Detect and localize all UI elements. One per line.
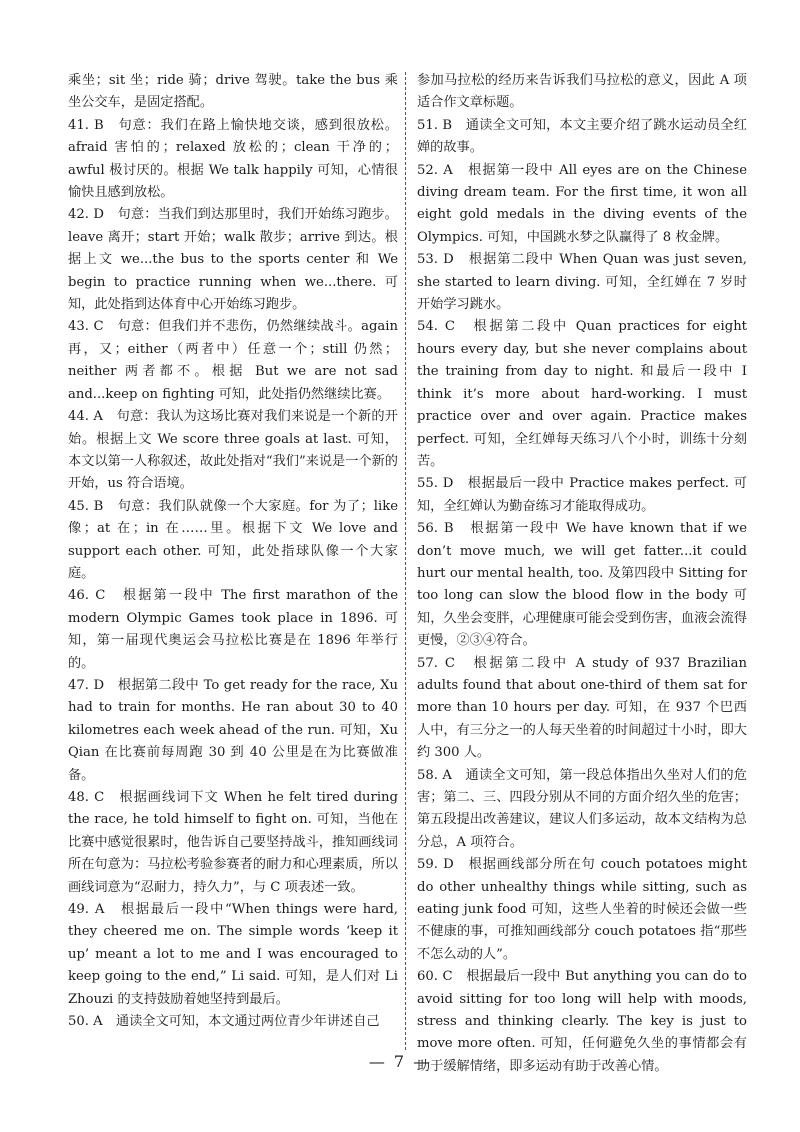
answer-item: 44. A 句意：我认为这场比赛对我们来说是一个新的开始。根据上文 We score three goals at last. 可知，本文以第一人称叙述，故此处指对“我们”来说是一个新的开始，us 符合语境。 <box>68 409 398 492</box>
answer-item: 49. A 根据最后一段中“When things were hard, they cheered me on. The simple words ‘keep it up’ meant a lot to me and I was encouraged to keep going to the end,” Li said. 可知，是人们对 Li Zhouzi 的支持鼓励着她坚持到最后。 <box>68 902 403 1007</box>
answer-item: 59. D 根据画线部分所在句 couch potatoes might do other unhealthy things while sitting, such as eating junk food 可知，这些人坐着的时候还会做一些不健康的事，可推知画线部分 couch potatoes 指“那些不怎么动的人”。 <box>417 857 752 962</box>
answer-item: 43. C 句意：但我们并不悲伤，仍然继续战斗。again 再，又；either（两者中）任意一个；still 仍然；neither 两者都不。根据 But we are not sad and...keep on fighting 可知，此处指仍然继续比赛。 <box>68 319 403 402</box>
answer-item: 57. C 根据第二段中 A study of 937 Brazilian adults found that about one-third of them sat for more than 10 hours per day. 可知，在 937 个巴西人中，有三分之一的人每天坐着的时间超过十小时，即大约 300 人。 <box>417 655 752 761</box>
answer-item: 乘坐；sit 坐；ride 骑；drive 驾驶。take the bus 乘坐公交车，是固定搭配。 <box>68 73 398 111</box>
answer-item: 47. D 根据第二段中 To get ready for the race, Xu had to train for months. He ran about 30 to 40 kilometres each week ahead of the run. 可知，Xu Qian 在比赛前每周跑 30 到 40 公里是在为比赛做准备。 <box>68 677 403 783</box>
answer-item: 56. B 根据第一段中 We have known that if we don’t move much, we will get fatter...it could hurt our mental health, too. 及第四段中 Sitting for too long can slow the blood flow in the body 可知，久坐会变胖，心理健康可能会受到伤害，血液会流得更慢，②③④符合。 <box>417 521 752 649</box>
answer-item: 60. C 根据最后一段中 But anything you can do to avoid sitting for too long will help with moods, stress and thinking clearly. The key is just to move more often. 可知，任何避免久坐的事情都会有助于缓解情绪，即多运动有助于改善心情。 <box>417 969 752 1074</box>
answer-item: 55. D 根据最后一段中 Practice makes perfect. 可知，全红婵认为勤奋练习才能取得成功。 <box>417 476 747 514</box>
answer-item: 50. A 通读全文可知，本文通过两位青少年讲述自己 <box>68 1014 380 1030</box>
answer-item: 51. B 通读全文可知，本文主要介绍了跳水运动员全红婵的故事。 <box>417 117 747 156</box>
right-column <box>417 70 752 1078</box>
answer-item: 58. A 通读全文可知，第一段总体指出久坐对人们的危害；第二、三、四段分别从不同的方面介绍久坐的危害；第五段提出改善建议，建议人们多运动，故本文结构为总分总，A 项符合。 <box>417 767 747 850</box>
left-column <box>68 70 403 1033</box>
answer-item: 53. D 根据第二段中 When Quan was just seven, she started to learn diving. 可知，全红婵在 7 岁时开始学习跳水。 <box>417 252 752 313</box>
answer-item: 54. C 根据第二段中 Quan practices for eight hours every day, but she never complains about the training from day to night. 和最后一段中 I think it’s more about hard-working. I must practice over and over again. Practice makes perfect. 可知，全红婵每天练习八个小时，训练十分刻苦。 <box>417 319 752 469</box>
answer-item: 46. C 根据第一段中 The first marathon of the modern Olympic Games took place in 1896. 可知，第一届现代奥运会马拉松比赛是在 1896 年举行的。 <box>68 588 403 671</box>
answer-item: 48. C 根据画线词下文 When he felt tired during the race, he told himself to fight on. 可知，当他在比赛中感觉很累时，他告诉自己要坚持战斗，推知画线词所在句意为：马拉松考验参赛者的耐力和心理素质，所以画线词意为“忍耐力，持久力”，与 C 项表述一致。 <box>68 790 403 895</box>
answer-item: 45. B 句意：我们队就像一个大家庭。for 为了；like 像；at 在；in 在……里。根据下文 We love and support each other. 可知，此处指球队像一个大家庭。 <box>68 498 403 581</box>
page-number: — 7 — <box>368 1052 432 1071</box>
column-divider <box>405 72 406 1050</box>
answer-item: 52. A 根据第一段中 All eyes are on the Chinese diving dream team. For the first time, it won all eight gold medals in the diving events of the Olympics. 可知，中国跳水梦之队赢得了 8 枚金牌。 <box>417 162 752 245</box>
answer-item: 参加马拉松的经历来告诉我们马拉松的意义，因此 A 项适合作文章标题。 <box>417 73 747 111</box>
answer-item: 42. D 句意：当我们到达那里时，我们开始练习跑步。leave 离开；start 开始；walk 散步；arrive 到达。根据上文 we...the bus to the sports center 和 We begin to practice running when we...there. 可知，此处指到达体育中心开始练习跑步。 <box>68 207 403 313</box>
answer-item: 41. B 句意：我们在路上愉快地交谈，感到很放松。afraid 害怕的；relaxed 放松的；clean 干净的；awful 极讨厌的。根据 We talk happily 可知，心情很愉快且感到放松。 <box>68 117 398 201</box>
